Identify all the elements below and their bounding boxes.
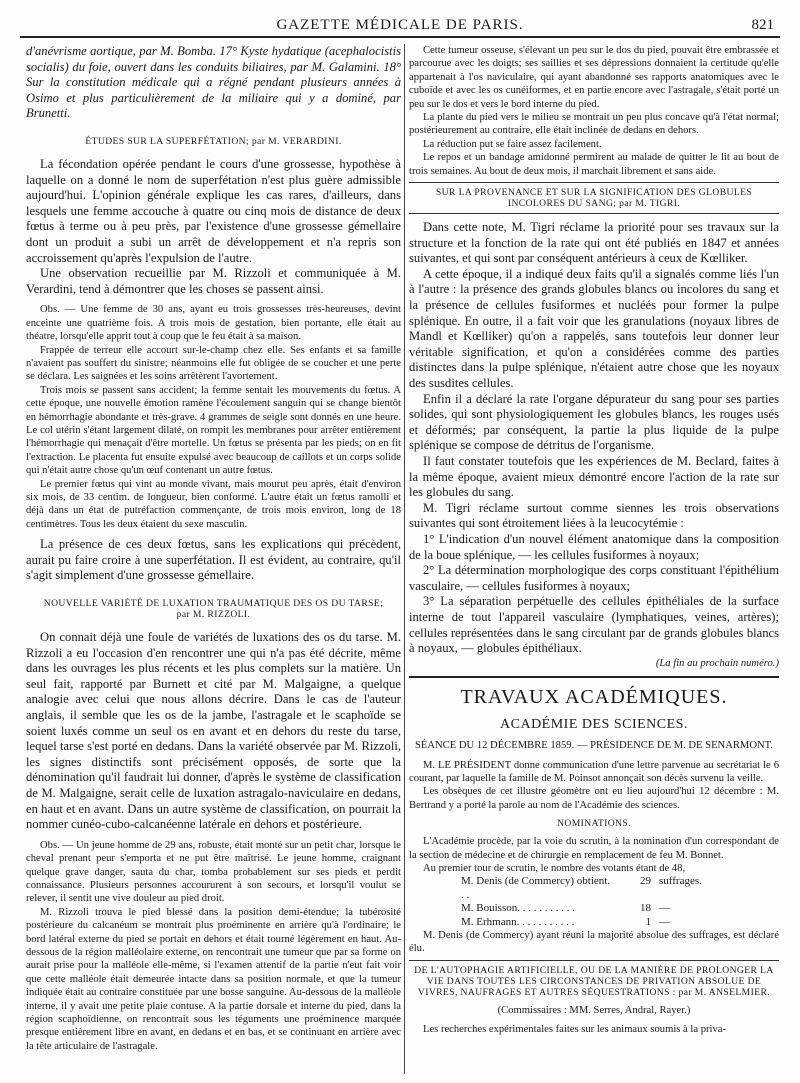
paragraph: Il faut constater toutefois que les expériences de M. Beclard, faites à la même époque, avaient mieux démontré encore l'action de la rate sur les globules du sang. xyxy=(409,453,779,500)
journal-title: GAZETTE MÉDICALE DE PARIS. xyxy=(276,17,524,33)
vote-suffix: — xyxy=(659,902,670,915)
observation-text: M. Rizzoli trouva le pied blessé dans la position demi-étendue; la tubérosité postérieure du calcanéum se montrait plus proéminente en arrière qu'à l'ordinaire; le bord latéral externe du pied se portait en dehors et était tourné légèrement en haut. Au-dessous de la région malléolaire externe, on rencontrait une tumeur que par sa forme on aurait prise pour la malléole elle-même, si l'examen attentif de la partie n'eut fait voir que cette malléole était demeurée intacte dans sa position normale, et que la tumeur indiquée était au contraire constituée par une bosse sanguine. Au-dessous de la malléole interne, il y avait une petite plaie contuse. A la partie dorsale et interne du pied, dans la région scaphoïdienne, on rencontrait sous les téguments une proéminence marquée presque entièrement libre en avant, en dedans et en bas, et se continuant en arrière avec la tête articulaire de l'astragale. xyxy=(26,906,401,1052)
left-column xyxy=(26,44,401,1076)
paragraph: Au premier tour de scrutin, le nombre des votants étant de 48, xyxy=(423,862,686,874)
section-divider xyxy=(409,676,779,678)
paragraph: La réduction put se faire assez facilement. xyxy=(423,138,602,150)
page-header xyxy=(20,14,780,38)
vote-count: 1 xyxy=(645,915,651,928)
paragraph: Les recherches expérimentales faites sur les animaux soumis à la priva- xyxy=(423,1024,726,1036)
paragraph: A cette époque, il a indiqué deux faits qu'il a signalés comme liés l'un à l'autre : la présence des grands globules blancs ou incolores du sang et la présence de cellules fusiformes et nucléés pour former la pulpe splénique. En outre, il a fait voir que les granulations (noyaux libres de Mandl et Kœlliker) qu'on a rappelés, sans toutefois leur donner leur véritable signification, et qu'on a considérées comme des parties distinctes dans la pulpe splénique, n'étaient autre chose que les noyaux des susdites cellules. xyxy=(409,266,779,390)
vote-suffix: — xyxy=(659,915,670,928)
section-title: TRAVAUX ACADÉMIQUES. xyxy=(460,686,728,709)
vote-count: 18 xyxy=(640,902,651,915)
paragraph: M. LE PRÉSIDENT donne communication d'une lettre parvenue au secrétariat le 6 courant, par laquelle la famille de M. Poinsot annonçait son décès survenu la veille. xyxy=(409,759,779,784)
vote-count: 29 xyxy=(640,875,651,888)
article-heading-luxation: NOUVELLE VARIÉTÉ DE LUXATION TRAUMATIQUE DES OS DU TARSE; xyxy=(43,598,384,609)
paragraph: Dans cette note, M. Tigri réclame la priorité pour ses travaux sur la structure et la fonction de la rate qui ont été publiés en 1847 et années suivantes, et qui sont par conséquent antérieurs à ceux de Kœlliker. xyxy=(409,220,779,266)
observation-text: Obs. — Une femme de 30 ans, ayant eu trois grossesses très-heureuses, devint enceinte une quatrième fois. A trois mois de gestation, bien portante, elle était au théatre, lorsqu'elle apprit tout à coup que le feu était à sa maison. xyxy=(26,304,401,343)
article-heading-autophagie: DE L'AUTOPHAGIE ARTIFICIELLE, OU DE LA MANIÈRE DE PROLONGER LA VIE DANS TOUTES LES CIRCONSTANCES DE PRIVATION ABSOLUE DE VIVRES, NAUFRAGES ET AUTRES SÉQUESTRATIONS : par M. ANSELMIER. xyxy=(414,964,774,998)
page-number: 821 xyxy=(751,17,774,33)
paragraph: Cette tumeur osseuse, s'élevant un peu sur le dos du pied, pouvait être embrassée et parcourue avec les doigts; ses saillies et ses dépressions donnaient la certitude qu'elle appartenait à l'os naviculaire, qui ayant abandonné ses rapports anatomiques avec le cuboïde et avec les os cunéiformes, et en partie encore avec l'astragale, s'était porté un peu sur le dos et vers le bord interne du pied. xyxy=(409,45,779,110)
paragraph: Le repos et un bandage amidonné permirent au malade de quitter le lit au bout de trois semaines. Au bout de deux mois, il marchait librement et sans aide. xyxy=(409,152,779,177)
paragraph: Enfin il a déclaré la rate l'organe dépurateur du sang pour ses parties solides, qui sont physiologiquement les globules blancs, les rouges usés et déformés; par conséquent, la partie la plus liquide de la pulpe splénique se compose de détritus de l'organisme. xyxy=(409,391,779,453)
paragraph: Une observation recueillie par M. Rizzoli et communiquée à M. Verardini, tend à démontrer que les choses se passent ainsi. xyxy=(26,266,401,296)
list-item: 2° La détermination morphologique des corps constituant l'épithélium vasculaire, — cellules fusiformes à noyaux; xyxy=(409,563,779,593)
divider xyxy=(409,182,779,183)
paragraph: La fécondation opérée pendant le cours d'une grossesse, hypothèse à laquelle on a donné le nom de superfétation n'est plus guère admissible aujourd'hui. L'opinion générale explique les cas rares, d'ailleurs, dans lesquels une femme accouche à quatre ou cinq mois de distance de deux fœtus à terme ou à peu près, par l'existence d'une grossesse gémellaire dont un produit a subi un arrêt de développement et n'a repris son accroissement qu'après l'expulsion de l'autre. xyxy=(26,156,401,265)
vote-row xyxy=(409,902,779,915)
paragraph: La plante du pied vers le milieu se montrait un peu plus concave qu'à l'état normal; postérieurement au contraire, elle était inclinée de dedans en dehors. xyxy=(409,112,779,137)
vote-suffix: suffrages. xyxy=(659,875,702,888)
paragraph: M. Denis (de Commercy) ayant réuni la majorité absolue des suffrages, est déclaré élu. xyxy=(409,929,779,955)
column-divider xyxy=(404,44,405,1074)
observation-text: Frappée de terreur elle accourt sur-le-champ chez elle. Ses enfants et sa famille n'avaient pas souffert du sinistre; néanmoins elle fut obligée de se coucher et une perte se déclara. Les saignées et les soins arrêtèrent l'avortement. xyxy=(26,344,401,383)
vote-name: M. Bouisson. . . . . . . . . . . xyxy=(461,902,575,915)
seance-line: SÉANCE DU 12 DÉCEMBRE 1859. — PRÉSIDENCE DE M. DE SENARMONT. xyxy=(415,740,773,752)
observation-text: Obs. — Un jeune homme de 29 ans, robuste, était monté sur un petit char, lorsque le cheval prenant peur s'emporta et ne put être maîtrisé. Le jeune homme, craignant quelque grave danger, sauta du char, tomba probablement sur ses pieds et perdit connaissance. Plusieurs personnes accoururent à son secours, et lorsqu'il voulut se relever, il sentit une vive douleur au pied droit. xyxy=(26,839,401,905)
divider xyxy=(409,960,779,961)
subheading-nominations: NOMINATIONS. xyxy=(557,818,631,830)
right-column xyxy=(409,44,779,1076)
article-author: par M. RIZZOLI. xyxy=(176,609,251,620)
list-item: 3° La séparation perpétuelle des cellules épithéliales de la surface interne de tout l'appareil vasculaire (lymphatiques, veines, artères); cellules représentées dans le sang circulant par de grands globules blancs à noyaux, — globules épithéliaux. xyxy=(409,594,779,656)
article-heading-superfetation: ÉTUDES SUR LA SUPERFÉTATION; par M. VERARDINI. xyxy=(85,135,342,147)
paragraph: Les obsèques de cet illustre géomètre ont eu lieu aujourd'hui 12 décembre : M. Bertrand y a porté la parole au nom de l'Académie des sciences. xyxy=(409,786,779,811)
vote-row xyxy=(409,875,779,902)
vote-row xyxy=(409,916,779,929)
paragraph: L'Académie procède, par la voie du scrutin, à la nomination d'un correspondant de la section de médecine et de chirurgie en remplacement de feu M. Bonnet. xyxy=(409,836,779,861)
commissaires: (Commissaires : MM. Serres, Andral, Rayer.) xyxy=(497,1004,691,1016)
divider xyxy=(409,213,779,214)
to-be-continued: (La fin au prochain numéro.) xyxy=(655,657,779,669)
vote-name: M. Erhmann. . . . . . . . . . . xyxy=(461,915,575,928)
observation-text: Trois mois se passent sans accident; la femme sentait les mouvements du fœtus. A cette époque, une nouvelle émotion ramène l'écoulement sanguin qui se change bientôt en hémorrhagie abondante et très-grave. 4 grammes de seigle sont donnés en une heure. Le col utérin s'étant largement dilaté, on rompit les membranes pour arrêter entièrement l'hémorrhagie qui menaçait d'être mortelle. Un fœtus se présenta par les pieds; on en fit l'extraction. Le placenta fut ensuite expulsé avec beaucoup de caillots et un corps solide qui n'était autre chose qu'un œuf contenant un autre fœtus. xyxy=(26,384,401,477)
paragraph: La présence de ces deux fœtus, sans les explications qui précèdent, aurait pu faire croire à une superfétation. Il est évident, au contraire, qu'il s'agit simplement d'une grossesse gémellaire. xyxy=(26,537,401,583)
list-item: 1° L'indication d'un nouvel élément anatomique dans la composition de la boue splénique, — les cellules fusiformes à noyaux; xyxy=(409,531,779,562)
paragraph: On connait déjà une foule de variétés de luxations des os du tarse. M. Rizzoli a eu l'occasion d'en rencontrer une qui n'a pas été décrite, même dans les ouvrages les plus récents et les plus complets sur la matière. Un seul fait, rapporté par Burnett et cité par M. Malgaigne, a quelque analogie avec celui que nous allons décrire. Dans le cas de l'auteur anglais, il semble que les os de la jambe, l'astragale et le scaphoïde se soient luxés comme un seul os en avant et en dehors du reste du tarse, lequel tarse s'est porté en dedans. Dans la variété observée par M. Rizzoli, les signes distinctifs sont précisément opposés, de sorte que la dénomination qu'il faudrait lui donner, d'après le système de classification de M. Malgaigne, serait celle de luxation astragalo-naviculaire en dedans, en haut et en avant. Dans un autre système de classification, on pourrait la nommer cunéo-cubo-calcanéenne latérale en dehors et postérieure. xyxy=(26,630,401,832)
section-subtitle: ACADÉMIE DES SCIENCES. xyxy=(500,717,688,733)
vote-name: M. Denis (de Commercy) obtient. . . xyxy=(461,875,611,901)
paragraph: M. Tigri réclame surtout comme siennes les trois observations suivantes qui sont étroitement liées à la leucocytémie : xyxy=(409,500,779,531)
continued-text: d'anévrisme aortique, par M. Bomba. 17° Kyste hydatique (acephalocistis socialis) du foie, ouvert dans les conduits biliaires, par M. Galamini. 18° Sur la constitution médicale qui a régné pendant plusieurs années à Osimo et plus particulièrement de la miliaire qui y a dominé, par Brunetti. xyxy=(26,44,401,121)
observation-text: Le premier fœtus qui vint au monde vivant, mais mourut peu après, était d'environ six mois, de 33 centim. de longueur, bien conformé. L'autre était un fœtus ramolli et déjà dans un état de putréfaction commençante, de trois mois environ, long de 18 centimètres. Tous les deux étaient du sexe masculin. xyxy=(26,478,401,530)
article-heading-globules: SUR LA PROVENANCE ET SUR LA SIGNIFICATION DES GLOBULES INCOLORES DU SANG; par M. TIGRI. xyxy=(435,187,753,210)
